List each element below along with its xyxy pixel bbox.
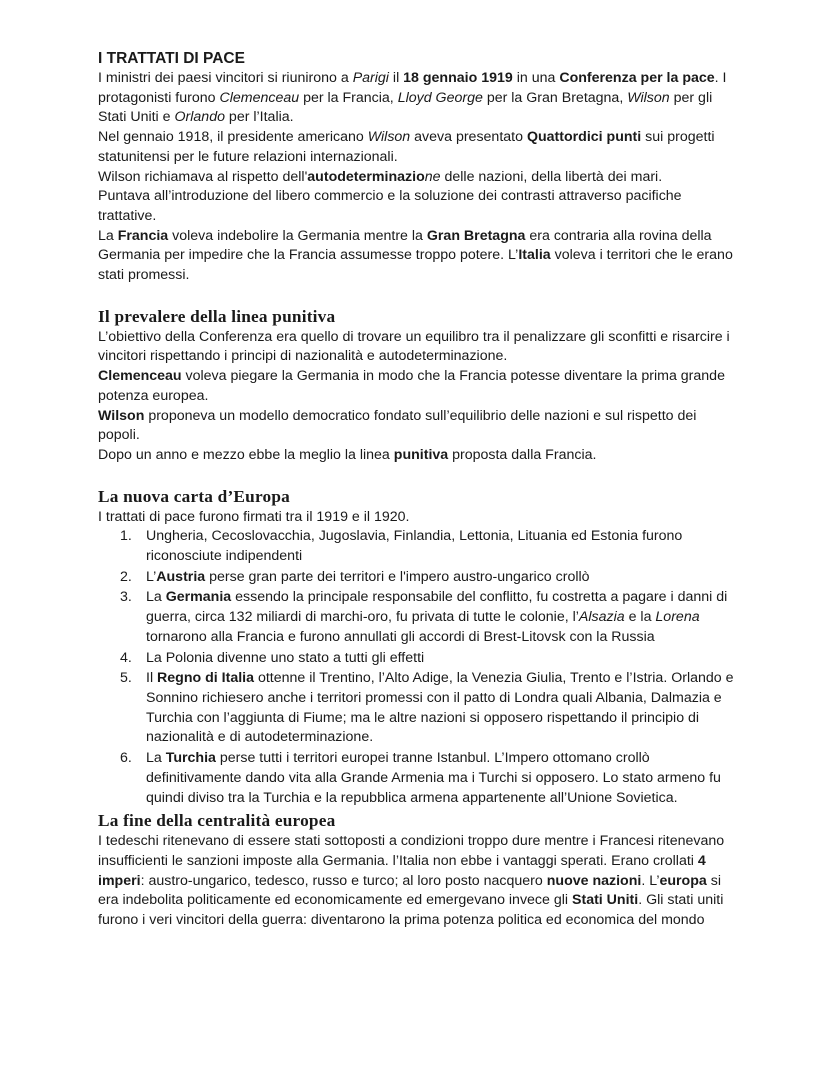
paragraph-conferenza: I ministri dei paesi vincitori si riunirono a Parigi il 18 gennaio 1919 in una Conferenza per la pace. I protagonisti furono Clemenceau per la Francia, Lloyd George per la Gran Bretagna, Wilson per gli Stati Uniti e Orlando per l’Italia. xyxy=(98,70,727,126)
paragraph-posizioni: La Francia voleva indebolire la Germania mentre la Gran Bretagna era contraria alla rovina della Germania per impedire che la Francia assumesse troppo potere. L’Italia voleva i territori che le erano stati promessi. xyxy=(98,227,733,284)
paragraph-trattati-firmati: I trattati di pace furono firmati tra il 1919 e il 1920. xyxy=(98,508,410,525)
paragraph-clemenceau: Clemenceau voleva piegare la Germania in modo che la Francia potesse diventare la prima grande potenza europea. xyxy=(98,368,725,404)
paragraph-obiettivo: L’obiettivo della Conferenza era quello di trovare un equilibro tra il penalizzare gli sconfitti e risarcire i vincitori rispettando i principi di nazionalità e autodeterminazione. xyxy=(98,328,730,365)
list-item: 2. L’Austria perse gran parte dei territori e l'impero austro-ungarico crollò xyxy=(120,568,590,585)
section-title-trattati: I TRATTATI DI PACE xyxy=(98,50,245,67)
list-item: 5. Il Regno di Italia ottenne il Trentino, l’Alto Adige, la Venezia Giulia, Trento e l’Istria. Orlando e Sonnino richiesero anche i territori promessi con il patto di Londra quali Albania, Dalmazia e Turchia con l’aggiunta di Fiume; ma le altre nazioni si opposero rispettando il principio di nazionalità e di autodeterminazione. xyxy=(120,670,734,746)
list-item: 6. La Turchia perse tutti i territori europei tranne Istanbul. L’Impero ottomano crollò definitivamente dando vita alla Grande Armenia ma i Turchi si opposero. Lo stato armeno fu quindi diviso tra la Turchia e la repubblica armena appartenente all’Unione Sovietica. xyxy=(120,750,721,806)
section-title-linea-punitiva: Il prevalere della linea punitiva xyxy=(98,306,336,326)
paragraph-autodeterminazione: Wilson richiamava al rispetto dell'autodeterminazione delle nazioni, della libertà dei mari. xyxy=(98,168,663,185)
paragraph-libero-commercio: Puntava all’introduzione del libero commercio e la soluzione dei contrasti attraverso pacifiche trattative. xyxy=(98,188,682,224)
paragraph-fine-centralita: I tedeschi ritenevano di essere stati sottoposti a condizioni troppo dure mentre i Francesi ritenevano insufficienti le sanzioni imposte alla Germania. l’Italia non ebbe i vantaggi sperati. Erano crollati 4 imperi: austro-ungarico, tedesco, russo e turco; al loro posto nacquero nuove nazioni. L’europa si era indebolita politicamente ed economicamente ed emergevano invece gli Stati Uniti. Gli stati uniti furono i veri vincitori della guerra: diventarono la prima potenza politica ed economica del mondo xyxy=(98,833,725,929)
section-title-carta-europa: La nuova carta d’Europa xyxy=(98,486,291,506)
list-item: 1. Ungheria, Cecoslovacchia, Jugoslavia, Finlandia, Lettonia, Lituania ed Estonia furono riconosciute indipendenti xyxy=(120,528,683,565)
paragraph-quattordici-punti: Nel gennaio 1918, il presidente americano Wilson aveva presentato Quattordici punti sui progetti statunitensi per le future relazioni internazionali. xyxy=(98,129,715,165)
numbered-list-trattati xyxy=(98,527,742,808)
paragraph-wilson: Wilson proponeva un modello democratico fondato sull’equilibrio delle nazioni e sul rispetto dei popoli. xyxy=(98,407,697,444)
paragraph-punitiva: Dopo un anno e mezzo ebbe la meglio la linea punitiva proposta dalla Francia. xyxy=(98,446,597,463)
section-title-fine-centralita: La fine della centralità europea xyxy=(98,811,336,831)
list-item: 4. La Polonia divenne uno stato a tutti gli effetti xyxy=(120,649,425,666)
list-item: 3. La Germania essendo la principale responsabile del conflitto, fu costretta a pagare i danni di guerra, circa 132 miliardi di marchi-oro, fu privata di tutte le colonie, l’Alsazia e la Lorena tornarono alla Francia e furono annullati gli accordi di Brest-Litovsk con la Russia xyxy=(120,589,728,645)
